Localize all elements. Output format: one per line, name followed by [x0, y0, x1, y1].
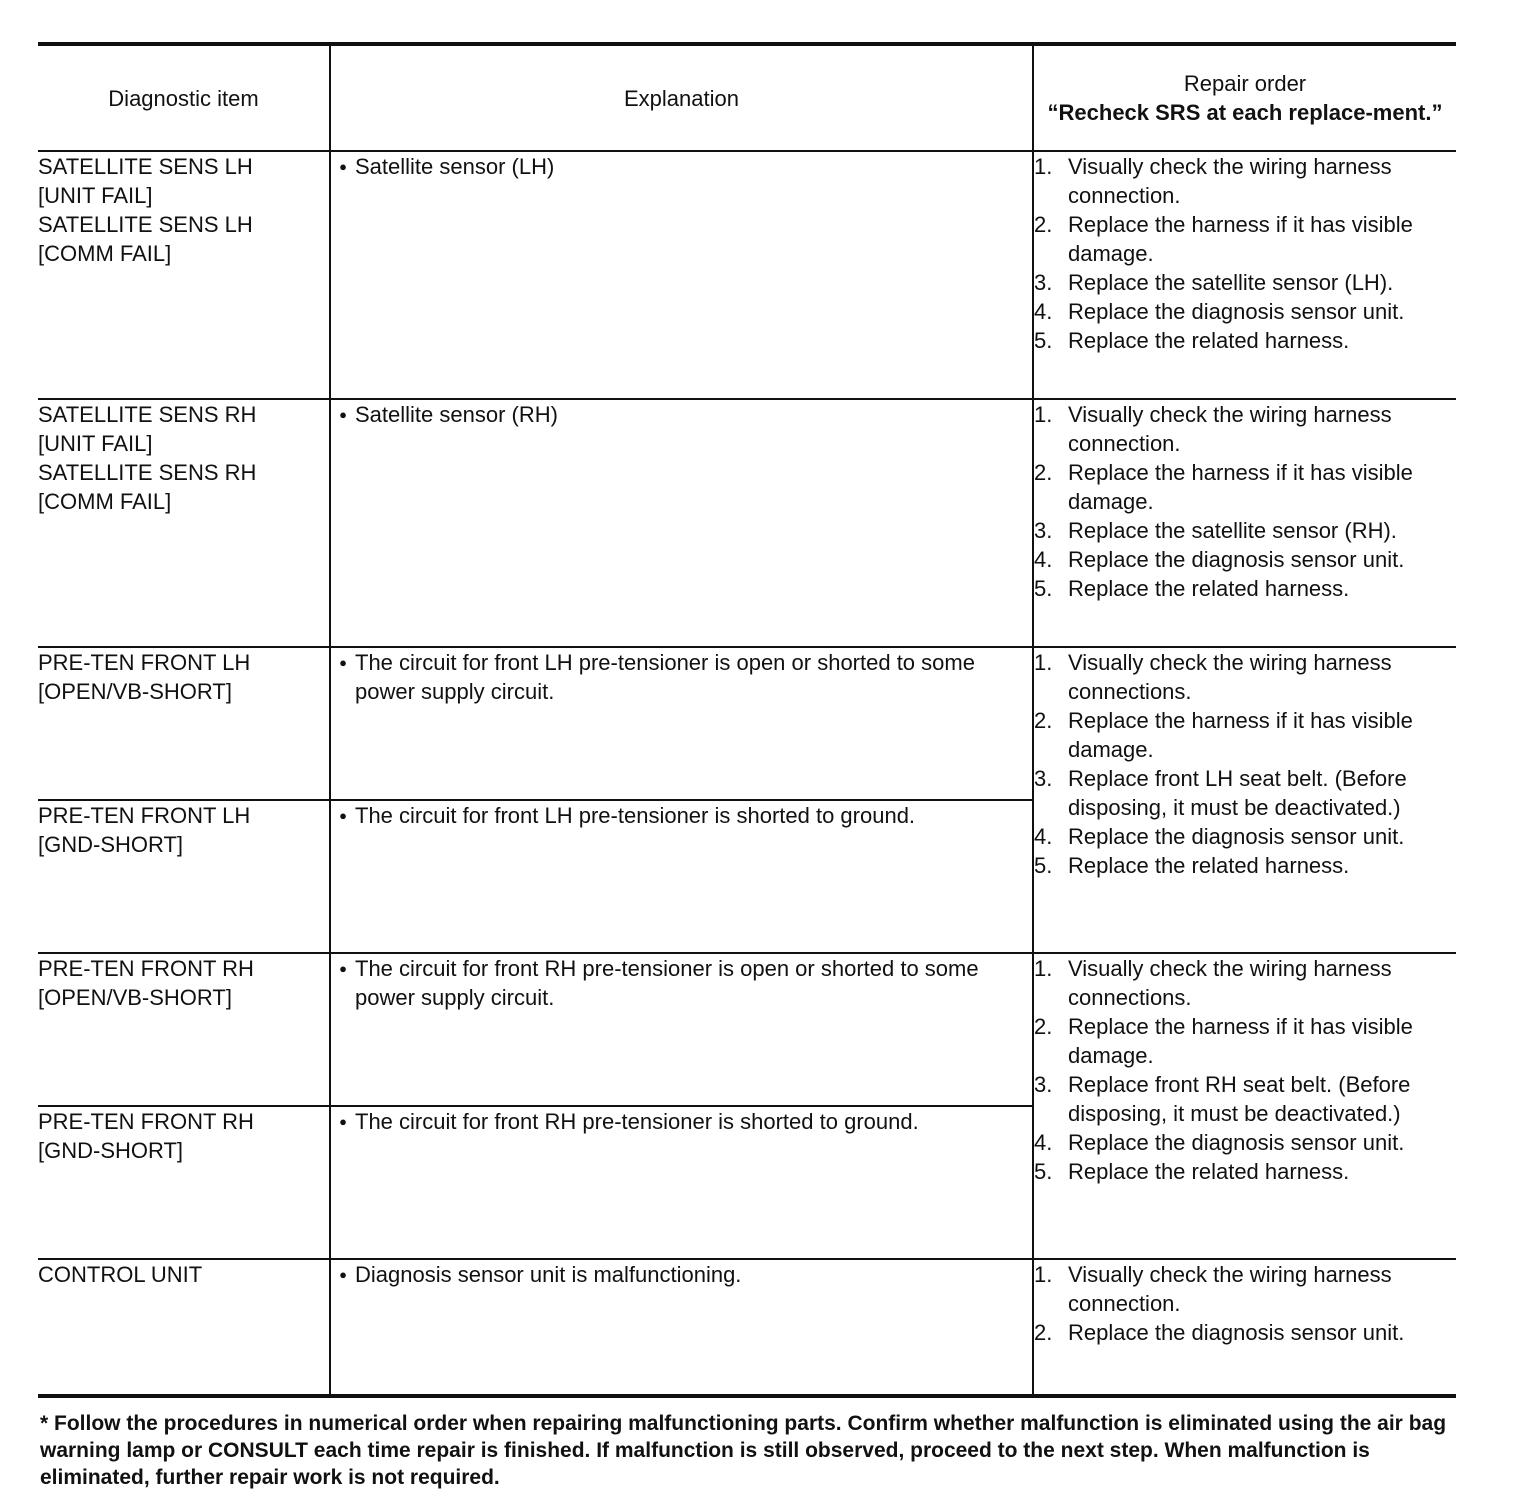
repair-step: [1034, 648, 1456, 706]
repair-step: [1034, 954, 1456, 1012]
repair-step: [1034, 1070, 1456, 1128]
step-number: 5.: [1034, 576, 1053, 601]
diagnostic-item-cell: [38, 1259, 330, 1396]
diagnostic-item-line: [GND-SHORT]: [38, 1138, 184, 1163]
step-text: Replace the satellite sensor (RH).: [1068, 518, 1397, 543]
step-number: 1.: [1034, 402, 1053, 427]
diagnostic-item-line: [UNIT FAIL]: [38, 183, 153, 208]
repair-step: [1034, 1012, 1456, 1070]
explanation-bullet: [331, 1107, 1032, 1136]
repair-step: [1034, 516, 1456, 545]
explanation-text: The circuit for front RH pre-tensioner is shorted to ground.: [355, 1109, 919, 1134]
diagnostic-item-line: [COMM FAIL]: [38, 489, 172, 514]
step-number: 3.: [1034, 270, 1053, 295]
step-text: Replace the diagnosis sensor unit.: [1068, 1130, 1405, 1155]
repair-step: [1034, 268, 1456, 297]
diagnostic-item-line: PRE-TEN FRONT LH: [38, 650, 251, 675]
repair-step: [1034, 210, 1456, 268]
step-text: Replace the harness if it has visible damage.: [1068, 460, 1413, 514]
step-text: Visually check the wiring harness connections.: [1068, 650, 1392, 704]
repair-step: [1034, 458, 1456, 516]
header-diagnostic-item: Diagnostic item: [38, 44, 330, 151]
explanation-text: Satellite sensor (LH): [355, 154, 555, 179]
repair-step: [1034, 1157, 1456, 1186]
step-text: Replace the diagnosis sensor unit.: [1068, 299, 1405, 324]
step-number: 2.: [1034, 708, 1053, 733]
repair-step: [1034, 1128, 1456, 1157]
repair-steps-cell: [1033, 647, 1456, 953]
repair-step: [1034, 297, 1456, 326]
step-text: Replace the harness if it has visible damage.: [1068, 708, 1413, 762]
explanation-cell: [330, 1259, 1033, 1396]
table-header-row: [38, 44, 1456, 151]
repair-steps-list: [1034, 400, 1456, 603]
header-repair-order-label: Repair order: [1183, 71, 1307, 96]
diagnostic-item-line: PRE-TEN FRONT LH: [38, 803, 251, 828]
step-text: Visually check the wiring harness connection.: [1068, 402, 1392, 456]
repair-step: [1034, 822, 1456, 851]
diagnostic-item-line: SATELLITE SENS LH: [38, 212, 253, 237]
diagnostic-item-line: [OPEN/VB-SHORT]: [38, 985, 232, 1010]
repair-step: [1034, 545, 1456, 574]
explanation-text: The circuit for front LH pre-tensioner is open or shorted to some power supply circuit.: [355, 650, 975, 704]
repair-step: [1034, 706, 1456, 764]
explanation-bullet: [331, 400, 1032, 429]
step-text: Replace the related harness.: [1068, 1159, 1350, 1184]
step-number: 4.: [1034, 547, 1053, 572]
diagnostic-table: [38, 42, 1456, 1398]
table-row: [38, 1259, 1456, 1396]
step-number: 3.: [1034, 1072, 1053, 1097]
step-text: Replace the harness if it has visible damage.: [1068, 1014, 1413, 1068]
repair-steps-cell: [1033, 399, 1456, 647]
repair-steps-list: [1034, 152, 1456, 355]
repair-steps-list: [1034, 648, 1456, 880]
step-text: Replace front RH seat belt. (Before disposing, it must be deactivated.): [1068, 1072, 1411, 1126]
step-text: Visually check the wiring harness connections.: [1068, 956, 1392, 1010]
diagnostic-item-line: SATELLITE SENS RH: [38, 460, 257, 485]
step-number: 3.: [1034, 518, 1053, 543]
diagnostic-item-cell: [38, 1106, 330, 1259]
repair-step: [1034, 400, 1456, 458]
explanation-cell: [330, 953, 1033, 1106]
diagnostic-item-cell: [38, 953, 330, 1106]
table-row: [38, 647, 1456, 800]
step-number: 5.: [1034, 328, 1053, 353]
step-number: 2.: [1034, 1320, 1053, 1345]
step-number: 3.: [1034, 766, 1053, 791]
repair-step: [1034, 764, 1456, 822]
bullet-dot-icon: ●: [339, 961, 347, 976]
explanation-text: Diagnosis sensor unit is malfunctioning.: [355, 1262, 742, 1287]
diagnostic-item-line: SATELLITE SENS LH: [38, 154, 253, 179]
step-text: Replace the satellite sensor (LH).: [1068, 270, 1394, 295]
step-number: 2.: [1034, 1014, 1053, 1039]
explanation-text: The circuit for front RH pre-tensioner is open or shorted to some power supply circuit.: [355, 956, 979, 1010]
bullet-dot-icon: ●: [339, 808, 347, 823]
step-number: 5.: [1034, 853, 1053, 878]
step-number: 4.: [1034, 824, 1053, 849]
header-repair-order-note: “Recheck SRS at each replace-ment.”: [1047, 100, 1443, 125]
repair-step: [1034, 574, 1456, 603]
diagnostic-item-cell: [38, 399, 330, 647]
table-row: [38, 953, 1456, 1106]
explanation-bullet: [331, 1260, 1032, 1289]
diagnostic-item-line: [COMM FAIL]: [38, 241, 172, 266]
step-text: Replace front LH seat belt. (Before disposing, it must be deactivated.): [1068, 766, 1407, 820]
repair-step: [1034, 1260, 1456, 1318]
repair-step: [1034, 152, 1456, 210]
repair-step: [1034, 326, 1456, 355]
explanation-cell: [330, 1106, 1033, 1259]
step-text: Replace the diagnosis sensor unit.: [1068, 547, 1405, 572]
explanation-bullet: [331, 152, 1032, 181]
bullet-dot-icon: ●: [339, 407, 347, 422]
header-explanation: Explanation: [330, 44, 1033, 151]
diagnostic-item-line: [UNIT FAIL]: [38, 431, 153, 456]
diagnostic-item-cell: [38, 800, 330, 953]
repair-steps-cell: [1033, 151, 1456, 399]
repair-step: [1034, 851, 1456, 880]
step-number: 1.: [1034, 956, 1053, 981]
explanation-text: The circuit for front LH pre-tensioner is shorted to ground.: [355, 803, 916, 828]
footnote: * Follow the procedures in numerical order when repairing malfunctioning parts. Confirm whether malfunction is eliminated using the air bag warning lamp or CONSULT each time repair is finished. If malfunction is still observed, proceed to the next step. When malfunction is eliminated, further repair work is not required.: [40, 1412, 1447, 1489]
explanation-bullet: [331, 801, 1032, 830]
table-row: [38, 399, 1456, 647]
explanation-cell: [330, 399, 1033, 647]
explanation-cell: [330, 800, 1033, 953]
diagnostic-item-line: PRE-TEN FRONT RH: [38, 1109, 254, 1134]
diagnostic-item-line: SATELLITE SENS RH: [38, 402, 257, 427]
step-text: Replace the related harness.: [1068, 328, 1350, 353]
step-text: Replace the related harness.: [1068, 853, 1350, 878]
diagnostic-item-line: [GND-SHORT]: [38, 832, 184, 857]
step-number: 1.: [1034, 1262, 1053, 1287]
explanation-text: Satellite sensor (RH): [355, 402, 558, 427]
explanation-cell: [330, 647, 1033, 800]
repair-steps-list: [1034, 1260, 1456, 1347]
bullet-dot-icon: ●: [339, 1267, 347, 1282]
diagnostic-item-cell: [38, 151, 330, 399]
repair-steps-list: [1034, 954, 1456, 1186]
step-text: Visually check the wiring harness connection.: [1068, 1262, 1392, 1316]
bullet-dot-icon: ●: [339, 159, 347, 174]
header-repair-order: [1033, 44, 1456, 151]
step-number: 2.: [1034, 212, 1053, 237]
diagnostic-item-line: PRE-TEN FRONT RH: [38, 956, 254, 981]
diagnostic-item-line: [OPEN/VB-SHORT]: [38, 679, 232, 704]
step-number: 4.: [1034, 1130, 1053, 1155]
step-text: Replace the diagnosis sensor unit.: [1068, 824, 1405, 849]
step-number: 1.: [1034, 154, 1053, 179]
step-text: Replace the related harness.: [1068, 576, 1350, 601]
bullet-dot-icon: ●: [339, 1114, 347, 1129]
explanation-bullet: [331, 648, 1032, 706]
diagnostic-item-cell: [38, 647, 330, 800]
step-number: 2.: [1034, 460, 1053, 485]
step-number: 1.: [1034, 650, 1053, 675]
step-text: Visually check the wiring harness connection.: [1068, 154, 1392, 208]
explanation-bullet: [331, 954, 1032, 1012]
step-number: 5.: [1034, 1159, 1053, 1184]
repair-step: [1034, 1318, 1456, 1347]
bullet-dot-icon: ●: [339, 655, 347, 670]
repair-steps-cell: [1033, 1259, 1456, 1396]
explanation-cell: [330, 151, 1033, 399]
step-text: Replace the diagnosis sensor unit.: [1068, 1320, 1405, 1345]
step-number: 4.: [1034, 299, 1053, 324]
table-row: [38, 151, 1456, 399]
step-text: Replace the harness if it has visible damage.: [1068, 212, 1413, 266]
diagnostic-item-line: CONTROL UNIT: [38, 1262, 203, 1287]
repair-steps-cell: [1033, 953, 1456, 1259]
